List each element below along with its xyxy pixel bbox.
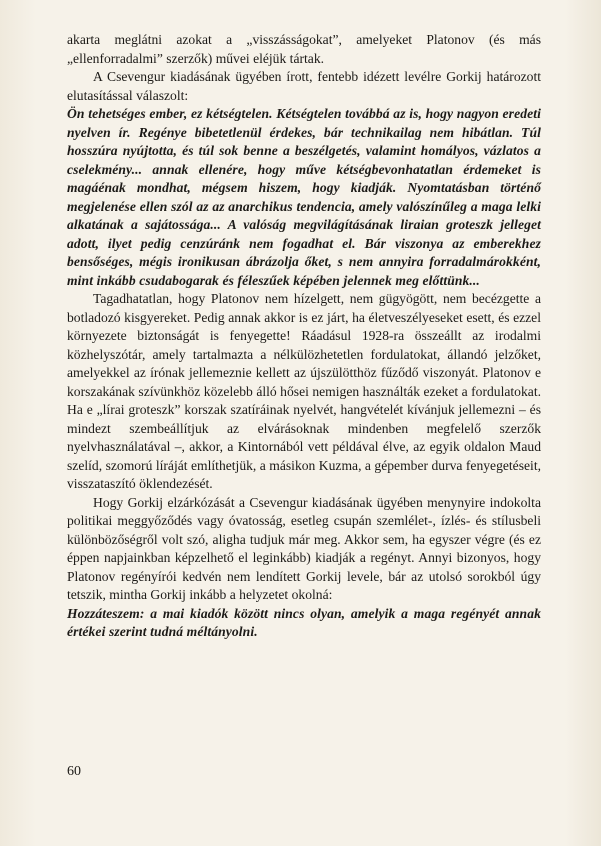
paragraph-4: Hogy Gorkij elzárkózását a Csevengur kiadásának ügyében menynyire indokolta politikai meggyőződés vagy óvatosság, esetleg csupán szemlélet-, ízlés- és stílusbeli különbözőségről volt szó, aligha tudjuk már meg. Akkor sem, ha egyszer végre (és ez éppen napjainkban képzelhető el leginkább) kiadják a regényt. Annyi bizonyos, hogy Platonov regényírói kedvén nem lendített Gorkij levele, bár az utolsó sorokból úgy tetszik, mintha Gorkij inkább a helyzetet okolná: bbox=[67, 494, 541, 602]
paragraph-3: Tagadhatatlan, hogy Platonov nem hízelgett, nem gügyögött, nem becézgette a botladozó kisgyereket. Pedig annak akkor is ez járt, ha életveszélyeseket esett, és ezzel környezete biztonságát is fenyegette! Ráadásul 1928-ra összeállt az irodalmi közhelyszótár, amely tartalmazta a nélkülözhetetlen fordulatokat, állandó jelzőket, amelyekkel az írónak jellemeznie kellett az újszülötthöz fűződő viszonyát. Platonov e korszakának szívünkhöz közelebb álló hősei nemigen használták ezeket a fordulatokat. Ha e „lírai groteszk” korszak szatíráinak nyelvét, hangvételét kívánjuk jellemezni – és mindezt szembeállítjuk az elvárásoknak mindenben megfelelő szerzők nyelvhasználatával –, akkor, a Kintornából vett példával élve, az egyik oldalon Maud szelíd, szomorú líráját említhetjük, a másikon Kuzma, a gépember durva fenyegetéseit, visszataszító öklendezését. bbox=[67, 291, 541, 491]
page-number: 60 bbox=[67, 764, 81, 779]
paragraph-2: A Csevengur kiadásának ügyében írott, fentebb idézett levélre Gorkij határozott elutasítással válaszolt: bbox=[67, 69, 541, 103]
body-text bbox=[67, 31, 541, 642]
paragraph-1: akarta meglátni azokat a „visszásságokat”, amelyeket Platonov (és más „ellenforradalmi” szerzők) művei eléjük tártak. bbox=[67, 32, 541, 66]
gorkij-quote-2: Hozzáteszem: a mai kiadók között nincs olyan, amelyik a maga regényét annak értékei szerint tudná méltányolni. bbox=[67, 605, 541, 639]
gorkij-quote-1: Ön tehetséges ember, ez kétségtelen. Kétségtelen továbbá az is, hogy nagyon eredeti nyelven ír. Regénye bibetetlenül érdekes, bár technikailag nem hibátlan. Túl hosszúra nyújtotta, és túl sok benne a beszélgetés, valamint homályos, vázlatos a cselekmény... annak ellenére, hogy műve kétségbevonhatatlan érdemeket is magáénak mondhat, mégsem hiszem, hogy kiadják. Nyomtatásban történő megjelenése ellen szól az az anarchikus tendencia, amely valószínűleg a maga lelki alkatának a sajátossága... A valóság megvilágításának liraian groteszk jelleget adott, ilyet pedig cenzúránk nem fogadhat el. Bár viszonya az emberekhez bensőséges, mégis ironikusan ábrázolja őket, s nem annyira forradalmárokként, mint inkább csudabogarak és féleszűek képében jelennek meg előttünk... bbox=[67, 106, 541, 288]
